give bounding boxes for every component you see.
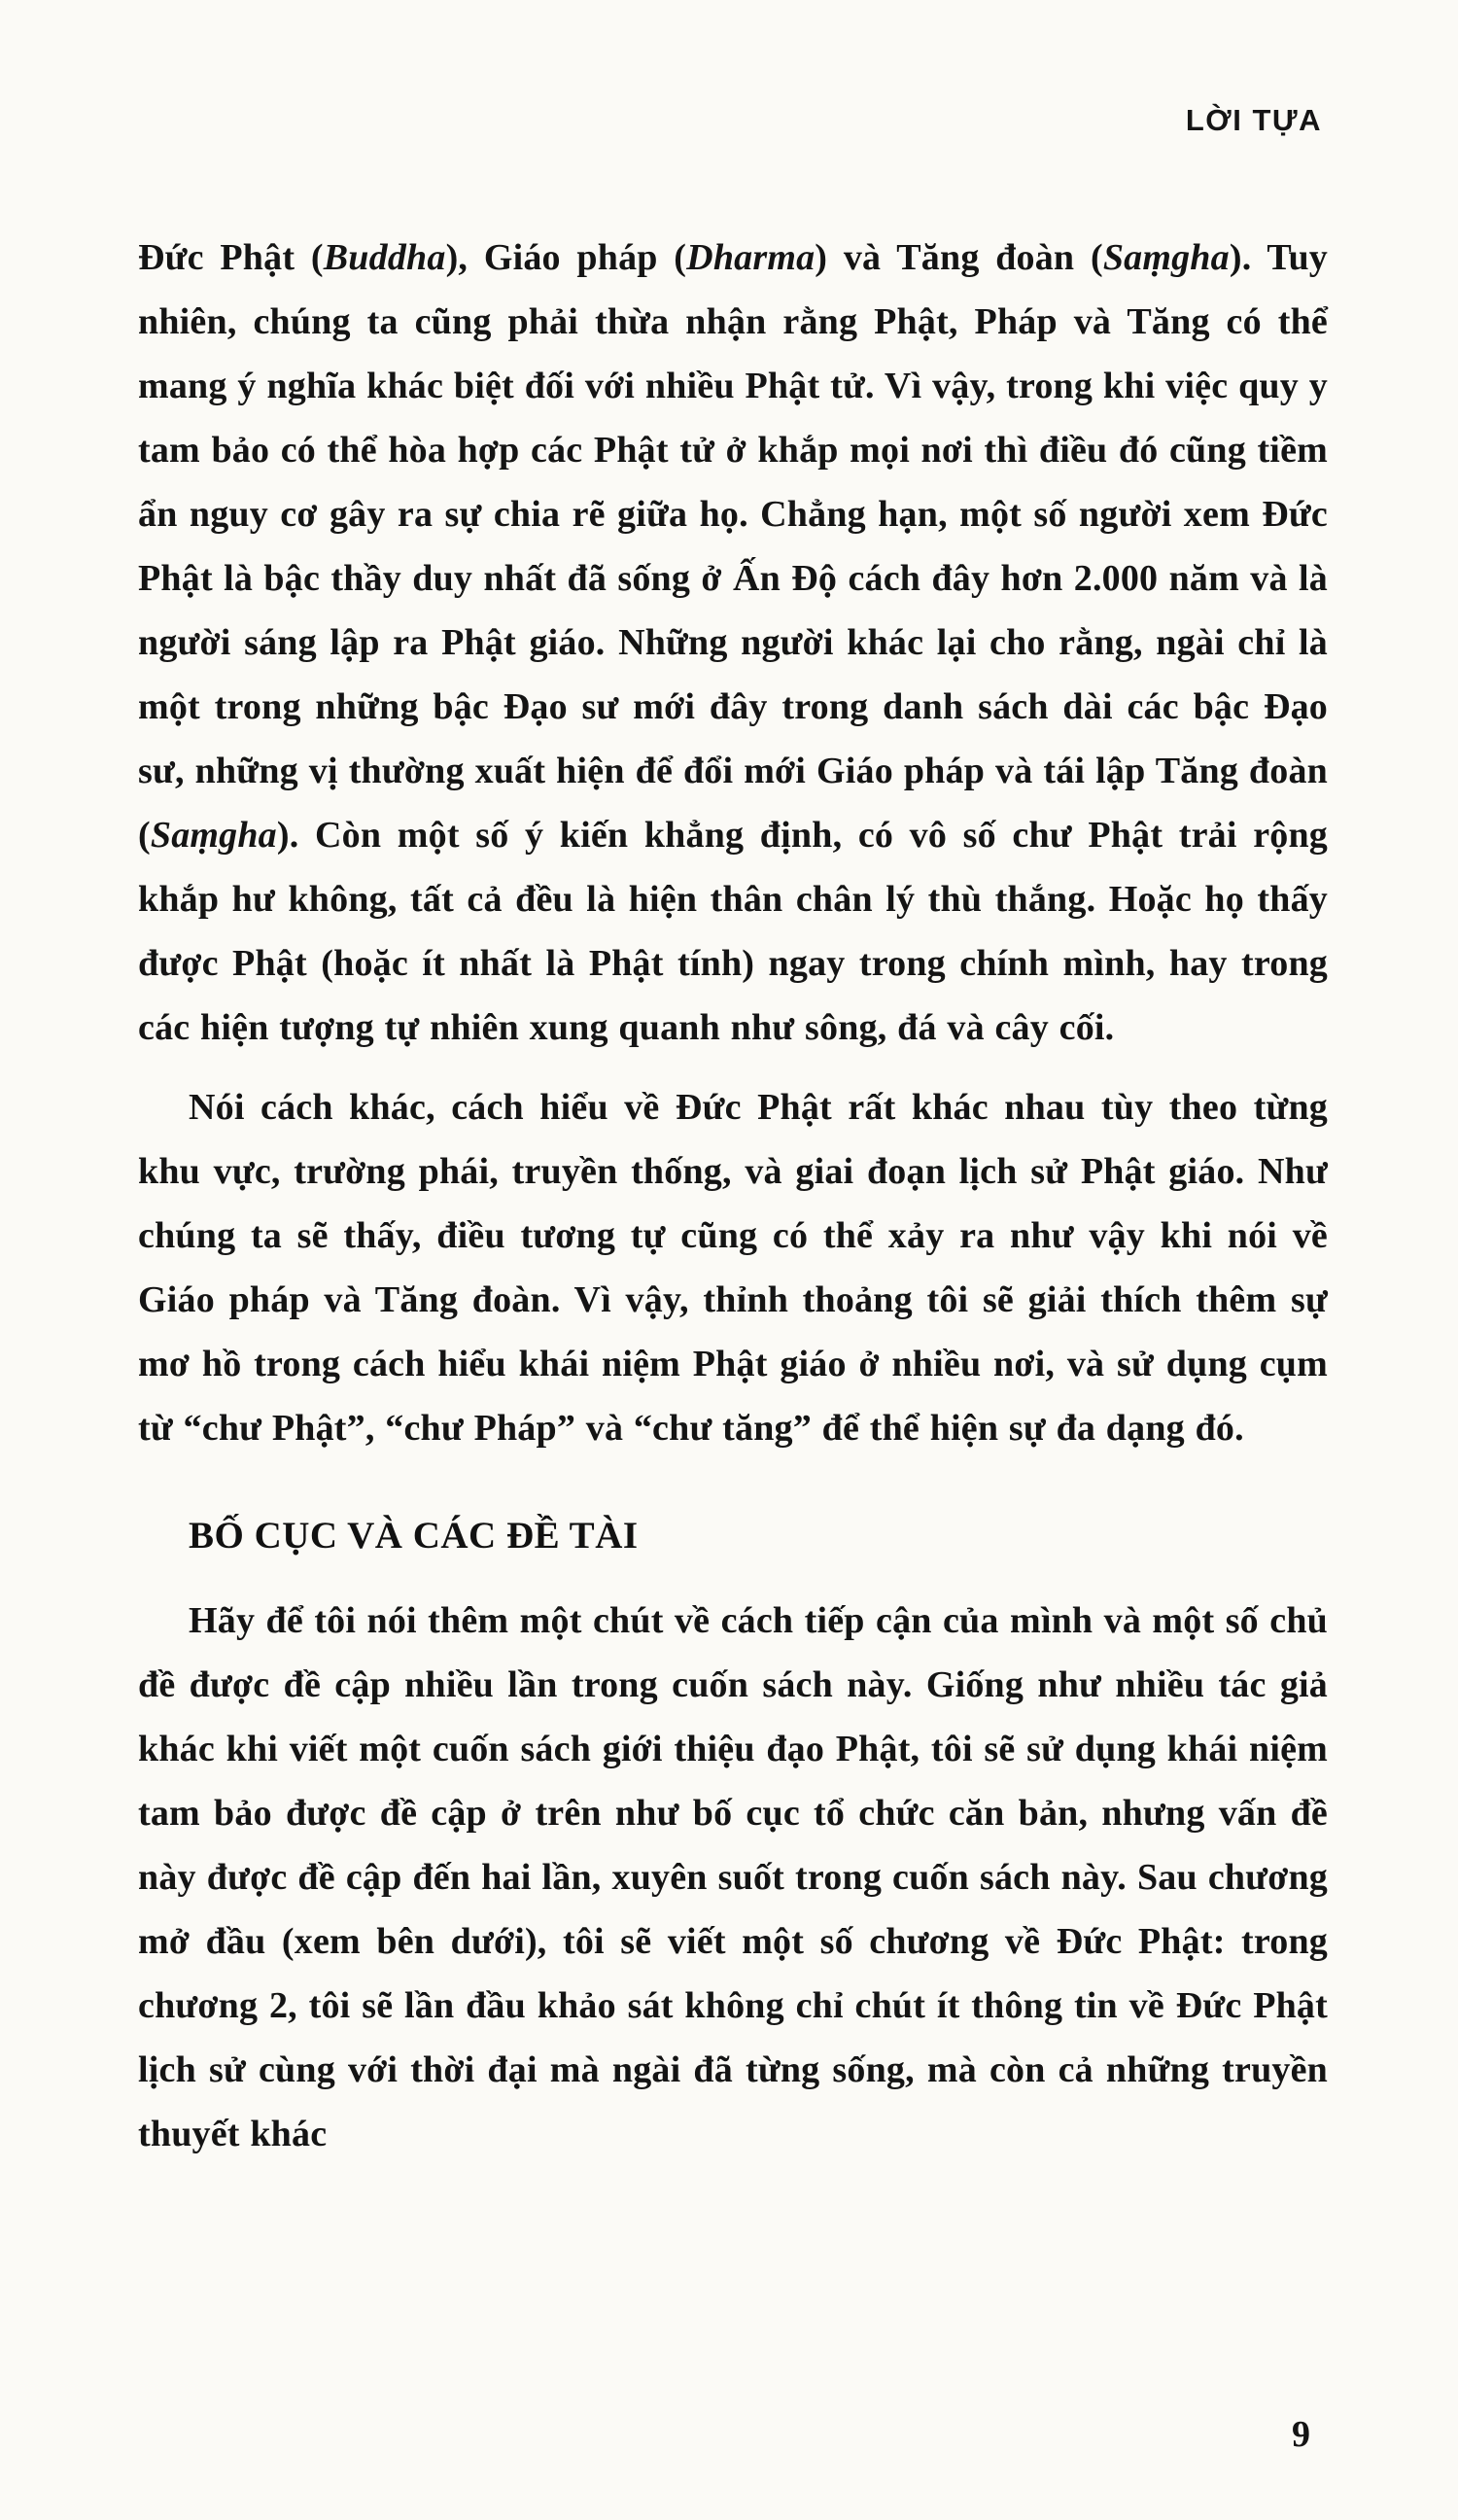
running-header: LỜI TỰA <box>1185 103 1322 137</box>
italic-term: Saṃgha <box>150 815 277 856</box>
text-run: ). Còn một số ý kiến khẳng định, có vô số chư Phật trải rộng khắp hư không, tất cả đều là hiện thân chân lý thù thắng. Hoặc họ thấy được Phật (hoặc ít nhất là Phật tính) ngay trong chính mình, hay trong các hiện tượng tự nhiên xung quanh như sông, đá và cây cối. <box>138 815 1328 1048</box>
paragraph <box>138 1589 1328 2166</box>
text-run: Đức Phật ( <box>138 237 324 278</box>
italic-term: Dharma <box>686 237 816 278</box>
text-run: ). Tuy nhiên, chúng ta cũng phải thừa nhận rằng Phật, Pháp và Tăng có thể mang ý nghĩa khác biệt đối với nhiều Phật tử. Vì vậy, trong khi việc quy y tam bảo có thể hòa hợp các Phật tử ở khắp mọi nơi thì điều đó cũng tiềm ẩn nguy cơ gây ra sự chia rẽ giữa họ. Chẳng hạn, một số người xem Đức Phật là bậc thầy duy nhất đã sống ở Ấn Độ cách đây hơn 2.000 năm và là người sáng lập ra Phật giáo. Những người khác lại cho rằng, ngài chỉ là một trong những bậc Đạo sư mới đây trong danh sách dài các bậc Đạo sư, những vị thường xuất hiện để đổi mới Giáo pháp và tái lập Tăng đoàn ( <box>138 237 1328 856</box>
text-content <box>138 226 1328 2182</box>
text-run: Nói cách khác, cách hiểu về Đức Phật rất khác nhau tùy theo từng khu vực, trường phái, truyền thống, và giai đoạn lịch sử Phật giáo. Như chúng ta sẽ thấy, điều tương tự cũng có thể xảy ra như vậy khi nói về Giáo pháp và Tăng đoàn. Vì vậy, thỉnh thoảng tôi sẽ giải thích thêm sự mơ hồ trong cách hiểu khái niệm Phật giáo ở nhiều nơi, và sử dụng cụm từ “chư Phật”, “chư Pháp” và “chư tăng” để thể hiện sự đa dạng đó. <box>138 1087 1328 1449</box>
text-run: ), Giáo pháp ( <box>445 237 687 278</box>
text-run: ) và Tăng đoàn ( <box>815 237 1103 278</box>
text-run: Hãy để tôi nói thêm một chút về cách tiếp cận của mình và một số chủ đề được đề cập nhiều lần trong cuốn sách này. Giống như nhiều tác giả khác khi viết một cuốn sách giới thiệu đạo Phật, tôi sẽ sử dụng khái niệm tam bảo được đề cập ở trên như bố cục tổ chức căn bản, nhưng vấn đề này được đề cập đến hai lần, xuyên suốt trong cuốn sách này. Sau chương mở đầu (xem bên dưới), tôi sẽ viết một số chương về Đức Phật: trong chương 2, tôi sẽ lần đầu khảo sát không chỉ chút ít thông tin về Đức Phật lịch sử cùng với thời đại mà ngài đã từng sống, mà còn cả những truyền thuyết khác <box>138 1600 1328 2154</box>
italic-term: Buddha <box>323 237 446 278</box>
italic-term: Saṃgha <box>1102 237 1230 278</box>
section-heading: BỐ CỤC VÀ CÁC ĐỀ TÀI <box>189 1515 639 1557</box>
paragraph <box>138 1075 1328 1460</box>
paragraph <box>138 226 1328 1060</box>
page-number: 9 <box>1292 2414 1310 2455</box>
